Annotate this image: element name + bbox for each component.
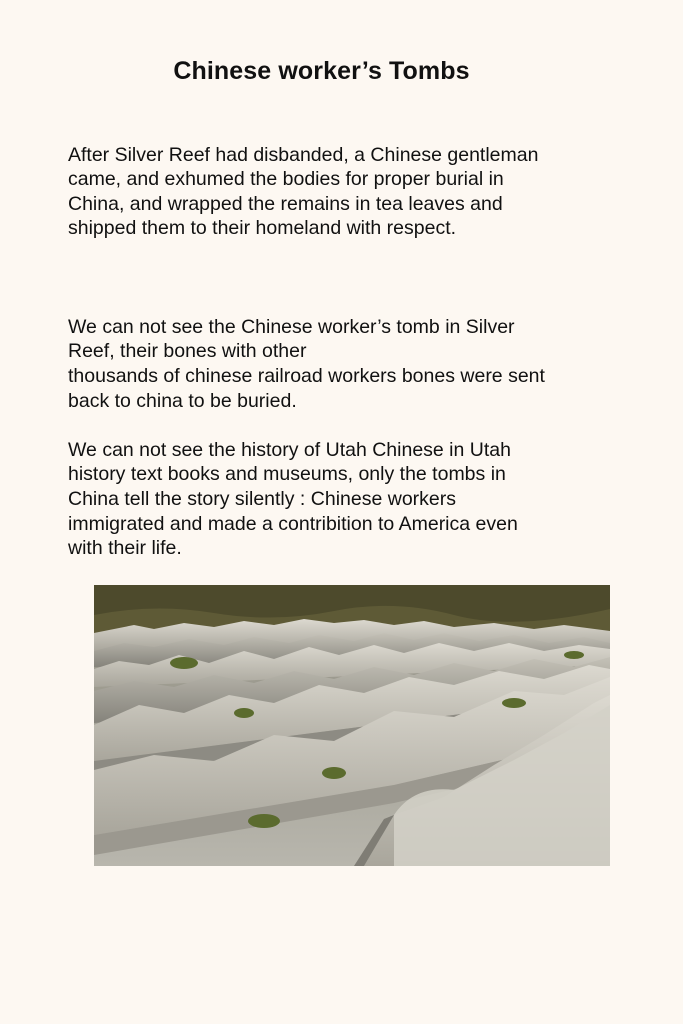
tombs-photo-illustration: [94, 585, 610, 866]
paragraph-spacer: [68, 266, 643, 291]
paragraph-exhumation: After Silver Reef had disbanded, a Chinese gentleman came, and exhumed the bodies for proper burial in China, and wrapped the remains in tea leaves and shipped them to their homeland with respect.: [68, 143, 539, 240]
tombs-photo: [94, 585, 610, 866]
page-title: Chinese worker’s Tombs: [173, 57, 470, 85]
article-body: [68, 118, 643, 585]
paragraph-bones-returned: We can not see the Chinese worker’s tomb in Silver Reef, their bones with other thousands of chinese railroad workers bones were sent back to china to be buried.: [68, 315, 545, 412]
paragraph-history: We can not see the history of Utah Chinese in Utah history text books and museums, only the tombs in China tell the story silently : Chinese workers immigrated and made a contribition to America even with their life.: [68, 438, 518, 560]
